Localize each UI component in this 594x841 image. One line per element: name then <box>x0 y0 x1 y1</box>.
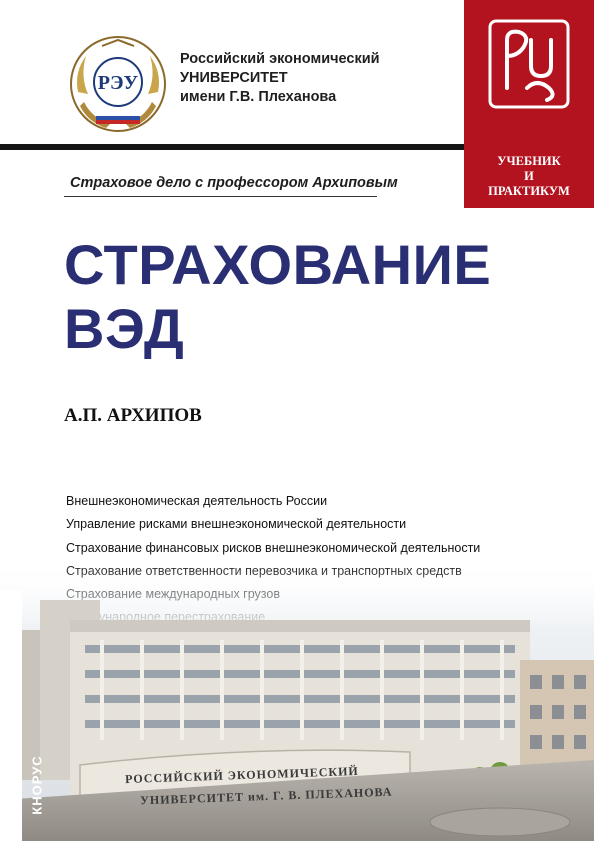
series-underline <box>64 196 377 197</box>
badge-line-3: ПРАКТИКУМ <box>488 184 570 198</box>
university-name-line-3: имени Г.В. Плеханова <box>180 89 337 105</box>
topic-item: Управление рисками внешнеэкономической деятельности <box>66 517 407 532</box>
series-title: Страховое дело с профессором Архиповым <box>70 175 398 191</box>
book-title-line-2: ВЭД <box>64 297 185 360</box>
badge-line-2: И <box>524 169 534 183</box>
ruy-monogram-logo-icon <box>487 18 571 110</box>
university-emblem-icon <box>66 32 170 136</box>
svg-text:РЭУ: РЭУ <box>97 72 139 94</box>
edition-type-badge <box>464 154 594 199</box>
badge-line-1: УЧЕБНИК <box>497 154 561 168</box>
building-sign-line-1: РОССИЙСКИЙ ЭКОНОМИЧЕСКИЙ <box>124 763 359 787</box>
header-divider <box>0 144 464 150</box>
building-sign-line-2: УНИВЕРСИТЕТ им. Г. В. ПЛЕХАНОВА <box>139 784 393 808</box>
author-name: А.П. АРХИПОВ <box>64 405 202 426</box>
book-title <box>64 233 491 361</box>
topic-item: Страхование финансовых рисков внешнеэкономической деятельности <box>66 540 481 555</box>
university-name-line-2: УНИВЕРСИТЕТ <box>180 70 288 86</box>
university-name-line-1: Российский экономический <box>180 51 380 67</box>
book-title-line-1: СТРАХОВАНИЕ <box>64 233 492 296</box>
topic-item: Внешнеэкономическая деятельность России <box>66 494 328 508</box>
publisher-name: КНОРУС <box>29 755 45 815</box>
publisher-logo <box>27 745 47 825</box>
university-name <box>180 50 380 107</box>
spine-edge <box>0 590 22 841</box>
